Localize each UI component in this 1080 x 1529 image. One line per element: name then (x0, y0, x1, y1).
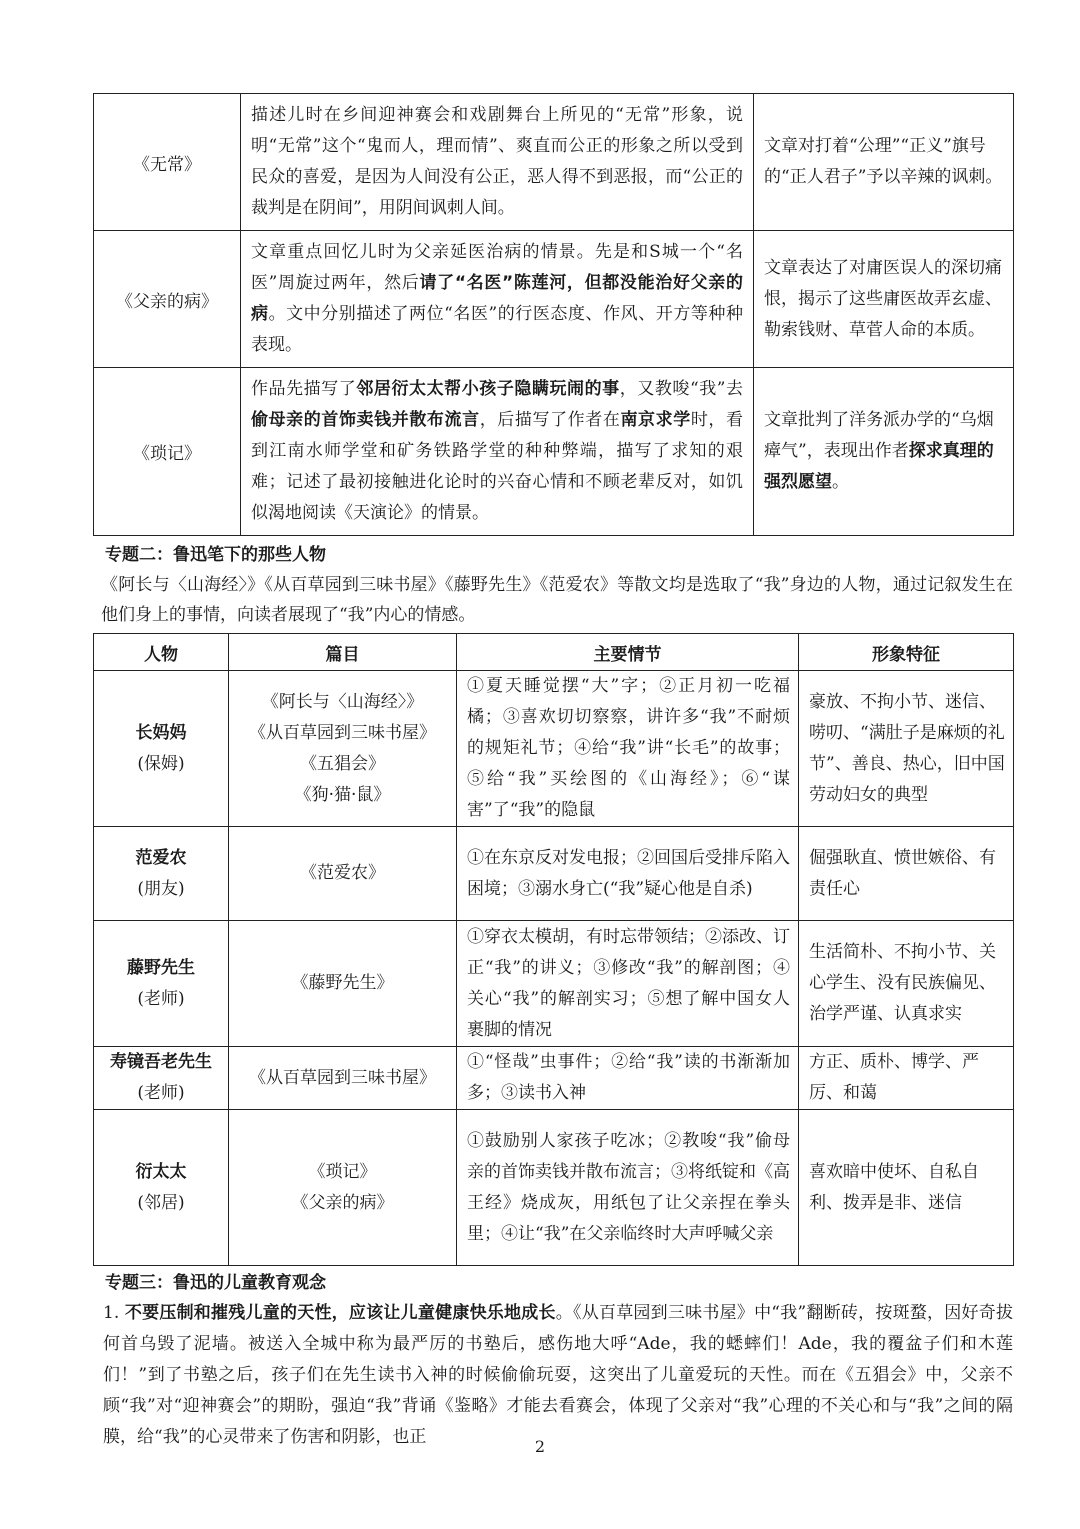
content-segment: 请了“名医”陈莲河，但都没能治好父亲的病 (251, 273, 743, 324)
header-plot: 主要情节 (457, 634, 799, 671)
work-row (94, 94, 1014, 231)
work-content (241, 368, 754, 536)
work-title-item: 《琐记》 (308, 1161, 377, 1182)
character-cell (94, 827, 229, 921)
content-segment: 描述儿时在乡间迎神赛会和戏剧舞台上所见的“无常”形象，说明“无常”这个“鬼而人，理而情”、爽直而公正的形象之所以受到民众的喜爱，是因为人间没有公正，恶人得不到恶报，而“公正的裁判是在阴间”，用阴间讽刺人间。 (251, 105, 743, 218)
summary-segment: 文章批判了洋务派办学的“乌烟瘴气”，表现出作者 (764, 410, 994, 461)
works-cell (229, 827, 457, 921)
work-summary (754, 94, 1014, 231)
content-segment: 作品先描写了 (251, 379, 357, 399)
character-name: 藤野先生 (127, 957, 195, 978)
topic3-paragraph-1 (103, 1298, 1013, 1453)
character-row (94, 1047, 1014, 1110)
work-title-item: 《从百草园到三味书屋》 (249, 722, 436, 743)
character-name: 长妈妈 (135, 722, 187, 743)
content-segment: 。文中分别描述了两位“名医”的行医态度、作风、开方等种种表现。 (251, 304, 743, 355)
work-title: 《父亲的病》 (94, 231, 241, 368)
topic2-intro: 《阿长与〈山海经〉》《从百草园到三味书屋》《藤野先生》《范爱农》等散文均是选取了“我”身边的人物，通过记叙发生在他们身上的事情，向读者展现了“我”内心的情感。 (101, 575, 1013, 625)
work-title-item: 《藤野先生》 (291, 973, 394, 993)
work-title-item: 《阿长与〈山海经〉》 (261, 691, 424, 712)
characters-table-header (94, 634, 1014, 671)
works-cell (229, 1110, 457, 1266)
work-title: 《无常》 (94, 94, 241, 231)
trait-cell: 倔强耿直、愤世嫉俗、有责任心 (799, 827, 1014, 921)
work-content (241, 231, 754, 368)
summary-segment: 。 (832, 472, 849, 492)
characters-table (93, 633, 1014, 1266)
summary-segment: 文章对打着“公理”“正义”旗号的“正人君子”予以辛辣的讽刺。 (764, 136, 1003, 187)
character-name: 范爱农 (135, 847, 187, 868)
character-role: (朋友) (137, 878, 185, 899)
work-title: 《琐记》 (94, 368, 241, 536)
works-summary-table (93, 93, 1014, 536)
character-cell (94, 1047, 229, 1110)
plot-cell: ①鼓励别人家孩子吃冰；②教唆“我”偷母亲的首饰卖钱并散布流言；③将纸锭和《高王经》烧成灰，用纸包了让父亲捏在拳头里；④让“我”在父亲临终时大声呼喊父亲 (457, 1110, 799, 1266)
page-content (93, 93, 1013, 1453)
character-row (94, 671, 1014, 827)
work-title-item: 《父亲的病》 (291, 1192, 394, 1213)
header-works: 篇目 (229, 634, 457, 671)
content-segment: ，后描写了作者在 (479, 410, 621, 430)
work-title-item: 《从百草园到三味书屋》 (249, 1067, 436, 1088)
work-title-item: 《五猖会》 (300, 753, 385, 774)
character-name: 衍太太 (135, 1161, 187, 1182)
character-role: (老师) (137, 1083, 185, 1103)
summary-segment: 文章表达了对庸医误人的深切痛恨，揭示了这些庸医故弄玄虚、勒索钱财、草菅人命的本质。 (764, 257, 1002, 340)
p1-rest: 。《从百草园到三味书屋》中“我”翻断砖，按斑蝥，因好奇拔何首乌毁了泥墙。被送入全城中称为最严厉的书塾后，感伤地大呼“Ade，我的蟋蟀们！Ade，我的覆盆子们和木莲们！”到了书塾之后，孩子们在先生读书入神的时候偷偷玩耍，这突出了儿童爱玩的天性。而在《五猖会》中，父亲不顾“我”对“迎神赛会”的期盼，强迫“我”背诵《鉴略》才能去看赛会，体现了父亲对“我”心理的不关心和与“我”之间的隔膜，给“我”的心灵带来了伤害和阴影，也正 (103, 1303, 1013, 1447)
character-row (94, 827, 1014, 921)
works-cell (229, 1047, 457, 1110)
content-segment: ，又教唆“我”去 (619, 379, 744, 399)
work-row (94, 368, 1014, 536)
p1-bold: 不要压制和摧残儿童的天性，应该让儿童健康快乐地成长 (124, 1303, 556, 1323)
works-cell (229, 671, 457, 827)
trait-cell: 方正、质朴、博学、严厉、和蔼 (799, 1047, 1014, 1110)
trait-cell: 生活简朴、不拘小节、关心学生、没有民族偏见、治学严谨、认真求实 (799, 921, 1014, 1047)
content-segment: 时，看到江南水师学堂和矿务铁路学堂的种种弊端，描写了求知的艰难；记述了最初接触进化论时的兴奋心情和不顾老辈反对，如饥似渴地阅读《天演论》的情景。 (251, 410, 744, 523)
page-number: 2 (534, 1437, 546, 1456)
content-segment: 偷母亲的首饰卖钱并散布流言 (251, 410, 480, 430)
content-segment: 邻居衍太太帮小孩子隐瞒玩闹的事 (356, 379, 620, 399)
works-cell (229, 921, 457, 1047)
character-role: (保姆) (137, 753, 185, 774)
character-row (94, 921, 1014, 1047)
work-title-item: 《范爱农》 (300, 863, 385, 883)
plot-cell: ①夏天睡觉摆“大”字；②正月初一吃福橘；③喜欢切切察察，讲许多“我”不耐烦的规矩礼节；④给“我”讲“长毛”的故事；⑤给“我”买绘图的《山海经》；⑥“谋害”了“我”的隐鼠 (457, 671, 799, 827)
work-title-item: 《狗·猫·鼠》 (294, 784, 391, 805)
plot-cell: ①“怪哉”虫事件；②给“我”读的书渐渐加多；③读书入神 (457, 1047, 799, 1110)
character-name: 寿镜吾老先生 (110, 1052, 212, 1072)
header-traits: 形象特征 (799, 634, 1014, 671)
content-segment: 文章重点回忆儿时为父亲延医治病的情景。先是和S城一个“名医”周旋过两年，然后 (251, 242, 743, 293)
work-row (94, 231, 1014, 368)
trait-cell: 豪放、不拘小节、迷信、唠叨、“满肚子是麻烦的礼节”、善良、热心，旧中国劳动妇女的典型 (799, 671, 1014, 827)
header-character: 人物 (94, 634, 229, 671)
work-summary (754, 231, 1014, 368)
character-cell (94, 671, 229, 827)
work-summary (754, 368, 1014, 536)
character-cell (94, 921, 229, 1047)
topic3-heading: 专题三：鲁迅的儿童教育观念 (105, 1273, 326, 1293)
summary-segment: 探求真理的强烈愿望 (764, 441, 994, 492)
p1-number: 1. (103, 1303, 125, 1323)
character-cell (94, 1110, 229, 1266)
character-row (94, 1110, 1014, 1266)
content-segment: 南京求学 (620, 410, 691, 430)
plot-cell: ①穿衣太模胡，有时忘带领结；②添改、订正“我”的讲义；③修改“我”的解剖图；④关心“我”的解剖实习；⑤想了解中国女人裹脚的情况 (457, 921, 799, 1047)
topic2-heading: 专题二：鲁迅笔下的那些人物 (105, 545, 326, 565)
work-content (241, 94, 754, 231)
character-role: (老师) (137, 988, 185, 1009)
character-role: (邻居) (137, 1192, 185, 1213)
trait-cell: 喜欢暗中使坏、自私自利、拨弄是非、迷信 (799, 1110, 1014, 1266)
plot-cell: ①在东京反对发电报；②回国后受排斥陷入困境；③溺水身亡(“我”疑心他是自杀) (457, 827, 799, 921)
